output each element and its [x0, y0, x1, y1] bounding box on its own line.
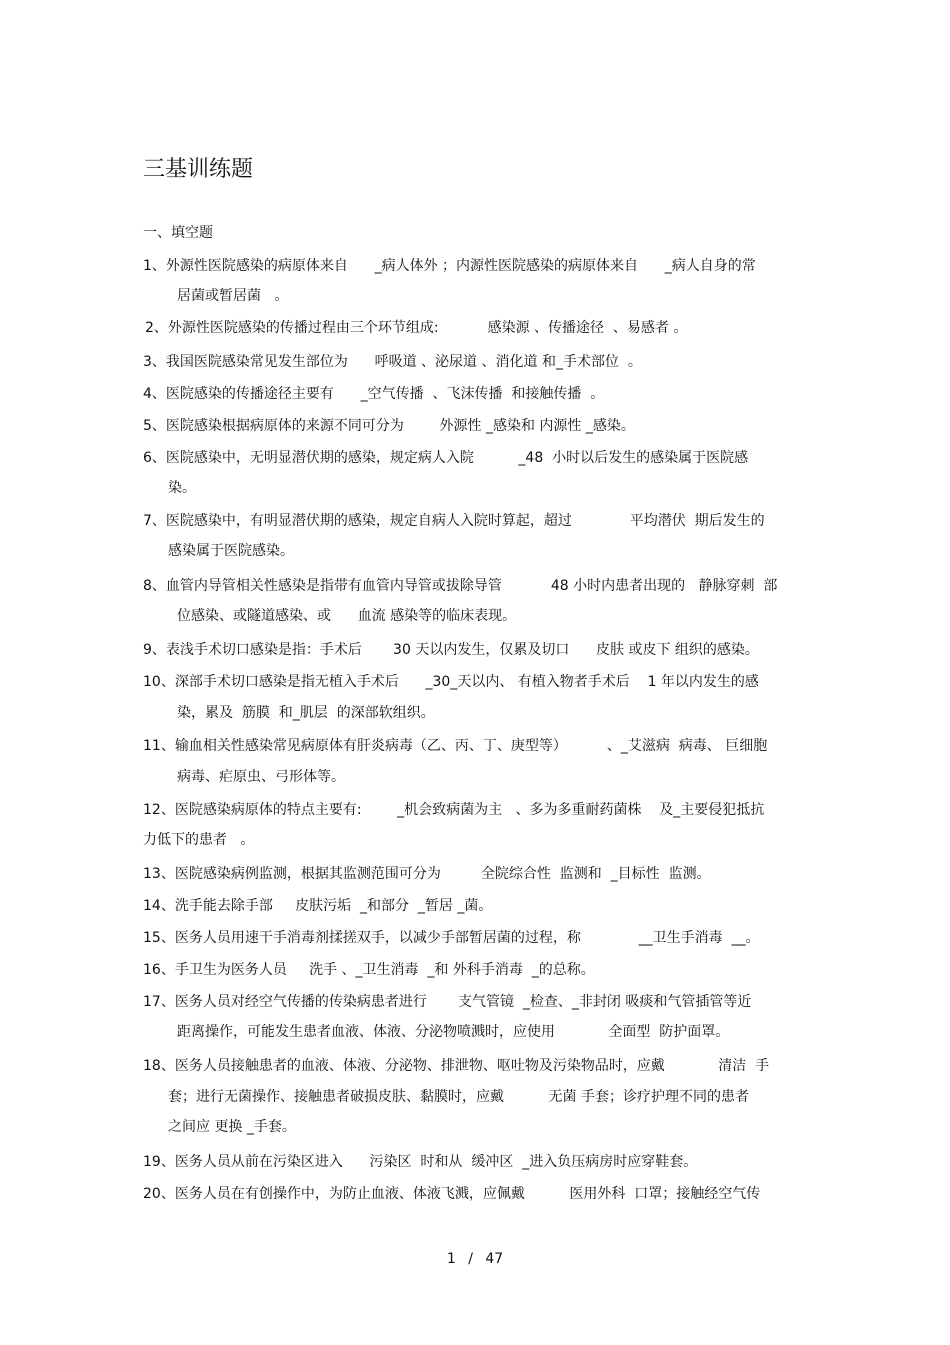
text-line: 套；进行无菌操作、接触患者破损皮肤、黏膜时，应戴 无菌 手套；诊疗护理不同的患者 [168, 1089, 749, 1105]
text-line: 4、医院感染的传播途径主要有 _空气传播 、飞沫传播 和接触传播 。 [143, 386, 605, 402]
text-line: 19、医务人员从前在污染区进入 污染区 时和从 缓冲区 _进入负压病房时应穿鞋套。 [143, 1154, 698, 1170]
text-line: 12、医院感染病原体的特点主要有: _机会致病菌为主 、多为多重耐药菌株 及_主要侵犯抵抗 [143, 802, 765, 818]
text-line: 位感染、或隧道感染、或 血流 感染等的临床表现。 [177, 608, 517, 624]
document-title: 三基训练题 [143, 157, 254, 182]
text-line: 13、医院感染病例监测，根据其监测范围可分为 全院综合性 监测和 _目标性 监测。 [143, 866, 711, 882]
text-line: 6、医院感染中，无明显潜伏期的感染，规定病人入院 _48 小时以后发生的感染属于医院感 [143, 450, 749, 466]
text-line: 3、我国医院感染常见发生部位为 呼吸道 、泌尿道 、消化道 和_手术部位 。 [143, 354, 642, 370]
page-indicator [0, 1251, 950, 1267]
text-line: 14、洗手能去除手部 皮肤污垢 _和部分 _暂居 _菌。 [143, 898, 493, 914]
text-line: 1、外源性医院感染的病原体来自 _病人体外 ；内源性医院感染的病原体来自 _病人自身的常 [143, 258, 756, 274]
text-line: 染。 [168, 480, 196, 496]
text-line: 2、外源性医院感染的传播过程由三个环节组成: 感染源 、传播途径 、易感者 。 [145, 320, 688, 336]
section-heading: 一、填空题 [143, 225, 213, 241]
text-line: 感染属于医院感染。 [168, 543, 294, 559]
text-line: 5、医院感染根据病原体的来源不同可分为 外源性 _感染和 内源性 _感染。 [143, 418, 635, 434]
text-line: 20、医务人员在有创操作中，为防止血液、体液飞溅，应佩戴 医用外科 口罩；接触经空气传 [143, 1186, 761, 1202]
text-line: 9、表浅手术切口感染是指：手术后 30 天以内发生，仅累及切口 皮肤 或皮下 组织的感染。 [143, 642, 759, 658]
text-line: 16、手卫生为医务人员 洗手 、_卫生消毒 _和 外科手消毒 _的总称。 [143, 962, 595, 978]
text-line: 之间应 更换 _手套。 [168, 1119, 296, 1135]
text-line: 18、医务人员接触患者的血液、体液、分泌物、排泄物、呕吐物及污染物品时，应戴 清洁 手 [143, 1058, 770, 1074]
text-line: 病毒、疟原虫、弓形体等。 [177, 769, 345, 785]
text-line: 11、输血相关性感染常见病原体有肝炎病毒（乙、丙、丁、庚型等） 、_艾滋病 病毒、 巨细胞 [143, 738, 768, 754]
text-line: 7、医院感染中，有明显潜伏期的感染，规定自病人入院时算起，超过 平均潜伏 期后发生的 [143, 513, 765, 529]
page-number: 1 [446, 1251, 456, 1267]
text-line: 染，累及 筋膜 和_肌层 的深部软组织。 [177, 705, 435, 721]
text-line: 15、医务人员用速干手消毒剂揉搓双手，以减少手部暂居菌的过程，称 __卫生手消毒 __。 [143, 930, 760, 946]
total-pages: 47 [485, 1251, 504, 1267]
text-line: 10、深部手术切口感染是指无植入手术后 _30_天以内、 有植入物者手术后 1 年以内发生的感 [143, 674, 759, 690]
text-line: 距离操作，可能发生患者血液、体液、分泌物喷溅时，应使用 全面型 防护面罩。 [177, 1024, 730, 1040]
text-line: 力低下的患者 。 [143, 832, 255, 848]
text-line: 居菌或暂居菌 。 [177, 288, 289, 304]
text-line: 17、医务人员对经空气传播的传染病患者进行 支气管镜 _检查、_非封闭 吸痰和气管插管等近 [143, 994, 752, 1010]
text-line: 8、血管内导管相关性感染是指带有血管内导管或拔除导管 48 小时内患者出现的 静脉穿刺 部 [143, 578, 778, 594]
page-separator: / [468, 1251, 473, 1267]
